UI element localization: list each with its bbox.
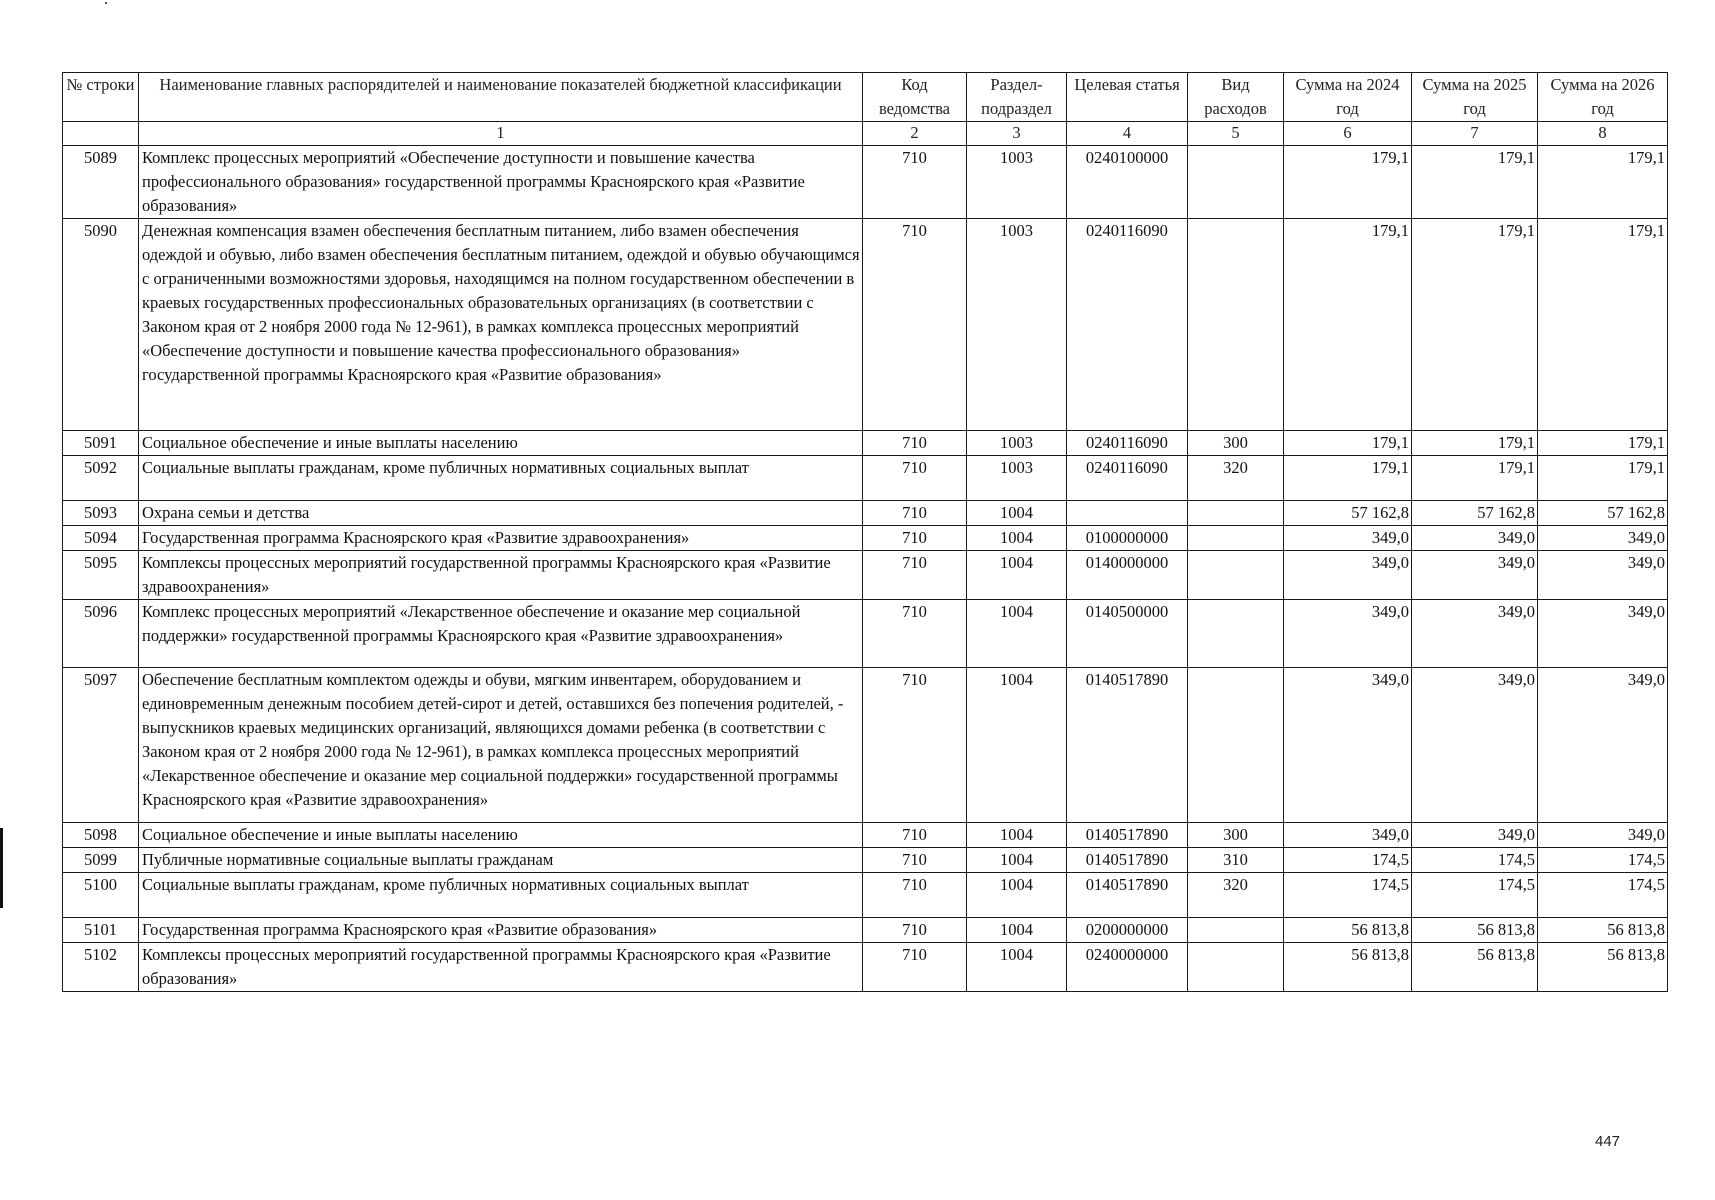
sum-2024-cell: 56 813,8	[1284, 918, 1412, 943]
expense-type-cell: 300	[1188, 823, 1284, 848]
sum-2026-cell: 349,0	[1538, 668, 1668, 823]
sum-2026-cell: 179,1	[1538, 456, 1668, 501]
expense-type-cell	[1188, 943, 1284, 992]
column-number	[63, 122, 139, 146]
dept-code-cell: 710	[863, 551, 967, 600]
expense-type-cell: 310	[1188, 848, 1284, 873]
section-cell: 1004	[967, 848, 1067, 873]
sum-2024-cell: 174,5	[1284, 873, 1412, 918]
row-name-cell: Социальные выплаты гражданам, кроме публичных нормативных социальных выплат	[139, 873, 863, 918]
sum-2025-cell: 56 813,8	[1412, 918, 1538, 943]
dept-code-cell: 710	[863, 219, 967, 431]
sum-2024-cell: 179,1	[1284, 456, 1412, 501]
column-number-row	[63, 122, 1668, 146]
sum-2024-cell: 56 813,8	[1284, 943, 1412, 992]
sum-2026-cell: 349,0	[1538, 600, 1668, 668]
sum-2024-cell: 349,0	[1284, 551, 1412, 600]
sum-2024-cell: 179,1	[1284, 146, 1412, 219]
expense-type-cell: 300	[1188, 431, 1284, 456]
dept-code-cell: 710	[863, 600, 967, 668]
sum-2025-cell: 349,0	[1412, 823, 1538, 848]
section-cell: 1003	[967, 431, 1067, 456]
dept-code-cell: 710	[863, 431, 967, 456]
row-number-cell: 5099	[63, 848, 139, 873]
row-number-cell: 5095	[63, 551, 139, 600]
scan-artifact-dot	[105, 2, 107, 4]
section-cell: 1004	[967, 873, 1067, 918]
row-name-cell: Денежная компенсация взамен обеспечения бесплатным питанием, либо взамен обеспечения одеждой и обувью, либо взамен обеспечения бесплатным питанием, одеждой и обувью обучающимся с ограниченными возможностями здоровья, находящимся на полном государственном обеспечении в краевых государственных профессиональных образовательных организациях (в соответствии с Законом края от 2 ноября 2000 года № 12-961), в рамках комплекса процессных мероприятий «Обеспечение доступности и повышение качества профессионального образования» государственной программы Красноярского края «Развитие образования»	[139, 219, 863, 431]
target-article-cell: 0240116090	[1067, 431, 1188, 456]
sum-2026-cell: 349,0	[1538, 551, 1668, 600]
column-number: 2	[863, 122, 967, 146]
sum-2026-cell: 174,5	[1538, 873, 1668, 918]
column-number: 1	[139, 122, 863, 146]
sum-2025-cell: 174,5	[1412, 848, 1538, 873]
sum-2026-cell: 179,1	[1538, 431, 1668, 456]
row-name-cell: Обеспечение бесплатным комплектом одежды и обуви, мягким инвентарем, оборудованием и единовременным денежным пособием детей-сирот и детей, оставшихся без попечения родителей, - выпускников краевых медицинских организаций, являющихся домами ребенка (в соответствии с Законом края от 2 ноября 2000 года № 12-961), в рамках комплекса процессных мероприятий «Лекарственное обеспечение и оказание мер социальной поддержки» государственной программы Красноярского края «Развитие здравоохранения»	[139, 668, 863, 823]
dept-code-cell: 710	[863, 668, 967, 823]
row-name-cell: Комплекс процессных мероприятий «Обеспечение доступности и повышение качества профессионального образования» государственной программы Красноярского края «Развитие образования»	[139, 146, 863, 219]
header-row-number: № строки	[63, 73, 139, 122]
target-article-cell: 0240100000	[1067, 146, 1188, 219]
row-name-cell: Комплекс процессных мероприятий «Лекарственное обеспечение и оказание мер социальной поддержки» государственной программы Красноярского края «Развитие здравоохранения»	[139, 600, 863, 668]
dept-code-cell: 710	[863, 943, 967, 992]
header-sum-2025: Сумма на 2025 год	[1412, 73, 1538, 122]
target-article-cell	[1067, 501, 1188, 526]
sum-2024-cell: 349,0	[1284, 668, 1412, 823]
section-cell: 1003	[967, 456, 1067, 501]
target-article-cell: 0140517890	[1067, 668, 1188, 823]
table-row	[63, 823, 1668, 848]
header-section: Раздел-подраздел	[967, 73, 1067, 122]
target-article-cell: 0140500000	[1067, 600, 1188, 668]
section-cell: 1004	[967, 526, 1067, 551]
sum-2026-cell: 57 162,8	[1538, 501, 1668, 526]
sum-2025-cell: 349,0	[1412, 551, 1538, 600]
row-name-cell: Комплексы процессных мероприятий государственной программы Красноярского края «Развитие образования»	[139, 943, 863, 992]
sum-2026-cell: 56 813,8	[1538, 918, 1668, 943]
row-number-cell: 5100	[63, 873, 139, 918]
table-row	[63, 668, 1668, 823]
row-number-cell: 5090	[63, 219, 139, 431]
target-article-cell: 0240116090	[1067, 456, 1188, 501]
header-sum-2024: Сумма на 2024 год	[1284, 73, 1412, 122]
table-row	[63, 431, 1668, 456]
column-number: 6	[1284, 122, 1412, 146]
section-cell: 1003	[967, 146, 1067, 219]
sum-2025-cell: 56 813,8	[1412, 943, 1538, 992]
column-number: 4	[1067, 122, 1188, 146]
table-row	[63, 943, 1668, 992]
row-number-cell: 5089	[63, 146, 139, 219]
sum-2026-cell: 56 813,8	[1538, 943, 1668, 992]
expense-type-cell	[1188, 526, 1284, 551]
expense-type-cell	[1188, 600, 1284, 668]
sum-2026-cell: 349,0	[1538, 823, 1668, 848]
sum-2024-cell: 349,0	[1284, 600, 1412, 668]
target-article-cell: 0140517890	[1067, 823, 1188, 848]
dept-code-cell: 710	[863, 873, 967, 918]
table-header-row	[63, 73, 1668, 122]
sum-2026-cell: 179,1	[1538, 219, 1668, 431]
row-number-cell: 5098	[63, 823, 139, 848]
sum-2025-cell: 179,1	[1412, 431, 1538, 456]
expense-type-cell	[1188, 501, 1284, 526]
section-cell: 1004	[967, 918, 1067, 943]
section-cell: 1004	[967, 551, 1067, 600]
row-name-cell: Комплексы процессных мероприятий государственной программы Красноярского края «Развитие здравоохранения»	[139, 551, 863, 600]
sum-2025-cell: 179,1	[1412, 219, 1538, 431]
table-row	[63, 600, 1668, 668]
table-row	[63, 501, 1668, 526]
column-number: 5	[1188, 122, 1284, 146]
header-target-article: Целевая статья	[1067, 73, 1188, 122]
sum-2026-cell: 179,1	[1538, 146, 1668, 219]
sum-2025-cell: 179,1	[1412, 456, 1538, 501]
sum-2024-cell: 349,0	[1284, 823, 1412, 848]
row-name-cell: Публичные нормативные социальные выплаты гражданам	[139, 848, 863, 873]
sum-2024-cell: 179,1	[1284, 219, 1412, 431]
section-cell: 1004	[967, 501, 1067, 526]
table-row	[63, 219, 1668, 431]
section-cell: 1004	[967, 943, 1067, 992]
table-body	[63, 146, 1668, 992]
expense-type-cell	[1188, 219, 1284, 431]
page-number: 447	[1595, 1133, 1621, 1150]
row-name-cell: Государственная программа Красноярского края «Развитие здравоохранения»	[139, 526, 863, 551]
scan-artifact-mark	[0, 828, 3, 908]
dept-code-cell: 710	[863, 918, 967, 943]
header-name: Наименование главных распорядителей и наименование показателей бюджетной классификации	[139, 73, 863, 122]
table-row	[63, 456, 1668, 501]
section-cell: 1003	[967, 219, 1067, 431]
table-row	[63, 526, 1668, 551]
target-article-cell: 0200000000	[1067, 918, 1188, 943]
row-number-cell: 5092	[63, 456, 139, 501]
sum-2024-cell: 174,5	[1284, 848, 1412, 873]
expense-type-cell	[1188, 918, 1284, 943]
sum-2026-cell: 174,5	[1538, 848, 1668, 873]
section-cell: 1004	[967, 668, 1067, 823]
table-row	[63, 918, 1668, 943]
target-article-cell: 0240000000	[1067, 943, 1188, 992]
dept-code-cell: 710	[863, 848, 967, 873]
row-number-cell: 5097	[63, 668, 139, 823]
sum-2025-cell: 349,0	[1412, 668, 1538, 823]
table-row	[63, 551, 1668, 600]
dept-code-cell: 710	[863, 501, 967, 526]
expense-type-cell	[1188, 146, 1284, 219]
column-number: 8	[1538, 122, 1668, 146]
dept-code-cell: 710	[863, 146, 967, 219]
sum-2025-cell: 174,5	[1412, 873, 1538, 918]
row-name-cell: Социальное обеспечение и иные выплаты населению	[139, 823, 863, 848]
sum-2024-cell: 179,1	[1284, 431, 1412, 456]
header-dept-code: Код ведомства	[863, 73, 967, 122]
expense-type-cell	[1188, 551, 1284, 600]
target-article-cell: 0240116090	[1067, 219, 1188, 431]
row-number-cell: 5096	[63, 600, 139, 668]
table-row	[63, 146, 1668, 219]
section-cell: 1004	[967, 823, 1067, 848]
sum-2024-cell: 57 162,8	[1284, 501, 1412, 526]
budget-table	[62, 72, 1668, 992]
row-name-cell: Социальные выплаты гражданам, кроме публичных нормативных социальных выплат	[139, 456, 863, 501]
header-sum-2026: Сумма на 2026 год	[1538, 73, 1668, 122]
target-article-cell: 0140000000	[1067, 551, 1188, 600]
section-cell: 1004	[967, 600, 1067, 668]
column-number: 7	[1412, 122, 1538, 146]
expense-type-cell: 320	[1188, 456, 1284, 501]
row-name-cell: Социальное обеспечение и иные выплаты населению	[139, 431, 863, 456]
dept-code-cell: 710	[863, 456, 967, 501]
sum-2026-cell: 349,0	[1538, 526, 1668, 551]
table-row	[63, 848, 1668, 873]
column-number: 3	[967, 122, 1067, 146]
row-name-cell: Государственная программа Красноярского края «Развитие образования»	[139, 918, 863, 943]
target-article-cell: 0140517890	[1067, 848, 1188, 873]
dept-code-cell: 710	[863, 823, 967, 848]
target-article-cell: 0100000000	[1067, 526, 1188, 551]
row-number-cell: 5102	[63, 943, 139, 992]
sum-2025-cell: 349,0	[1412, 600, 1538, 668]
sum-2024-cell: 349,0	[1284, 526, 1412, 551]
expense-type-cell	[1188, 668, 1284, 823]
header-expense-type: Вид расходов	[1188, 73, 1284, 122]
dept-code-cell: 710	[863, 526, 967, 551]
target-article-cell: 0140517890	[1067, 873, 1188, 918]
row-name-cell: Охрана семьи и детства	[139, 501, 863, 526]
expense-type-cell: 320	[1188, 873, 1284, 918]
sum-2025-cell: 349,0	[1412, 526, 1538, 551]
sum-2025-cell: 57 162,8	[1412, 501, 1538, 526]
row-number-cell: 5093	[63, 501, 139, 526]
row-number-cell: 5101	[63, 918, 139, 943]
row-number-cell: 5091	[63, 431, 139, 456]
row-number-cell: 5094	[63, 526, 139, 551]
sum-2025-cell: 179,1	[1412, 146, 1538, 219]
table-row	[63, 873, 1668, 918]
